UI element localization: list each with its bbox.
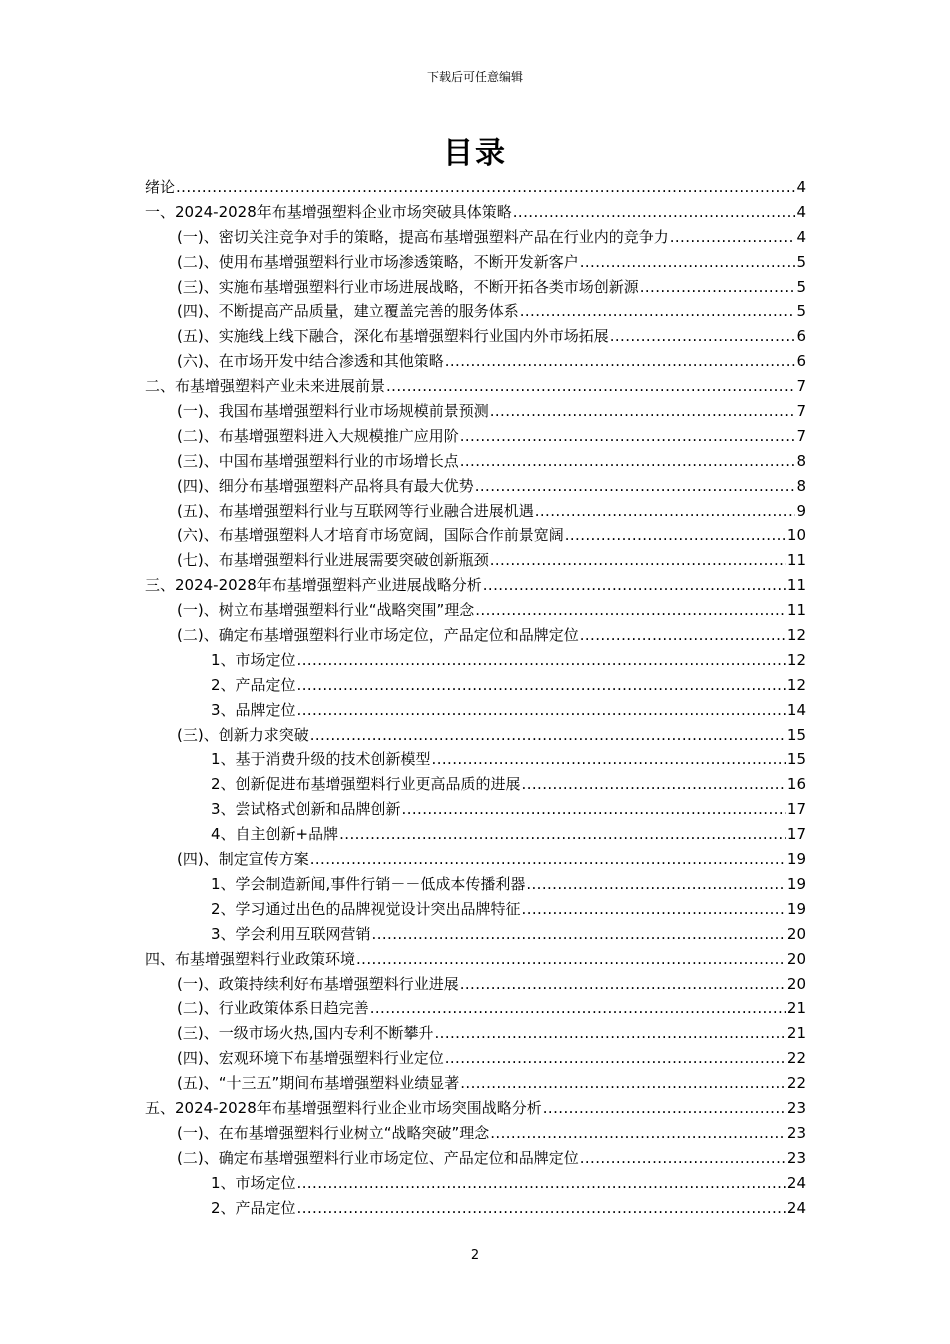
toc-entry-page: 11 [786,601,806,620]
toc-entry-text: (二)、行业政策体系日趋完善 [177,999,369,1018]
toc-entry[interactable] [145,573,806,598]
toc-entry-text: (一)、密切关注竞争对手的策略，提高布基增强塑料产品在行业内的竞争力 [177,227,669,246]
toc-entry[interactable] [145,1196,806,1221]
toc-leader-dots [580,250,796,275]
toc-entry[interactable] [145,623,806,648]
toc-entry-text: (五)、“十三五”期间布基增强塑料业绩显著 [177,1074,460,1093]
toc-entry[interactable] [145,399,806,424]
toc-entry[interactable] [145,424,806,449]
toc-entry[interactable] [145,847,806,872]
toc-entry-text: (四)、宏观环境下布基增强塑料行业定位 [177,1049,444,1068]
toc-entry-page: 19 [786,874,806,893]
toc-entry[interactable] [145,1171,806,1196]
toc-entry-page: 20 [786,949,806,968]
toc-entry[interactable] [145,872,806,897]
toc-entry-text: (一)、在布基增强塑料行业树立“战略突破”理念 [177,1123,490,1142]
toc-entry-text: 三、2024-2028年布基增强塑料产业进展战略分析 [145,576,482,595]
toc-entry-page: 11 [786,551,806,570]
toc-leader-dots [297,1171,786,1196]
toc-entry-page: 8 [796,476,806,495]
toc-entry-text: 3、尝试格式创新和品牌创新 [211,800,401,819]
toc-entry-page: 15 [786,750,806,769]
toc-leader-dots [297,648,786,673]
toc-entry-page: 21 [786,999,806,1018]
toc-entry-text: (四)、不断提高产品质量，建立覆盖完善的服务体系 [177,302,519,321]
toc-entry-text: (六)、在市场开发中结合渗透和其他策略 [177,352,444,371]
toc-leader-dots [520,299,796,324]
toc-entry[interactable] [145,275,806,300]
toc-entry-text: (一)、树立布基增强塑料行业“战略突围”理念 [177,601,475,620]
header-note: 下载后可任意编辑 [426,70,523,84]
toc-entry[interactable] [145,1021,806,1046]
toc-entry-text: (四)、细分布基增强塑料产品将具有最大优势 [177,476,474,495]
table-of-contents [145,175,806,1220]
toc-entry[interactable] [145,723,806,748]
toc-entry-page: 12 [786,650,806,669]
toc-leader-dots [580,1146,786,1171]
toc-entry[interactable] [145,922,806,947]
toc-leader-dots [445,349,796,374]
toc-entry[interactable] [145,698,806,723]
toc-entry-page: 9 [796,501,806,520]
toc-leader-dots [176,175,795,200]
toc-entry[interactable] [145,822,806,847]
toc-entry-text: 1、学会制造新闻,事件行销－－低成本传播利器 [211,874,526,893]
toc-entry-text: (四)、制定宣传方案 [177,850,309,869]
toc-entry-text: (一)、我国布基增强塑料行业市场规模前景预测 [177,402,489,421]
toc-entry-page: 14 [786,700,806,719]
toc-entry-page: 20 [786,924,806,943]
toc-entry-page: 23 [786,1123,806,1142]
toc-entry-text: (五)、布基增强塑料行业与互联网等行业融合进展机遇 [177,501,534,520]
page-title: 目录 [443,136,507,171]
toc-entry[interactable] [145,1096,806,1121]
toc-entry[interactable] [145,772,806,797]
toc-entry-text: 2、学习通过出色的品牌视觉设计突出品牌特征 [211,899,521,918]
toc-leader-dots [460,1071,786,1096]
toc-leader-dots [297,673,786,698]
toc-entry-page: 19 [786,899,806,918]
toc-entry-page: 6 [796,327,806,346]
toc-leader-dots [610,324,796,349]
toc-entry-text: 1、基于消费升级的技术创新模型 [211,750,431,769]
toc-entry-page: 4 [796,227,806,246]
toc-leader-dots [297,1196,786,1221]
toc-entry[interactable] [145,747,806,772]
toc-leader-dots [513,200,796,225]
toc-entry[interactable] [145,996,806,1021]
toc-entry[interactable] [145,499,806,524]
toc-leader-dots [483,573,786,598]
toc-leader-dots [432,747,786,772]
toc-leader-dots [475,598,786,623]
toc-entry-text: 绪论 [145,178,176,196]
toc-entry-text: 2、创新促进布基增强塑料行业更高品质的进展 [211,775,521,794]
toc-entry-page: 24 [786,1173,806,1192]
toc-entry-text: 四、布基增强塑料行业政策环境 [145,949,356,968]
toc-entry-text: (二)、确定布基增强塑料行业市场定位、产品定位和品牌定位 [177,1148,579,1167]
toc-entry[interactable] [145,175,806,200]
toc-entry-page: 12 [786,626,806,645]
toc-entry[interactable] [145,1071,806,1096]
toc-entry[interactable] [145,1046,806,1071]
toc-entry[interactable] [145,972,806,997]
toc-entry-page: 4 [796,202,806,221]
toc-leader-dots [580,623,786,648]
toc-entry-page: 11 [786,576,806,595]
toc-entry[interactable] [145,324,806,349]
toc-leader-dots [445,1046,786,1071]
toc-entry-page: 7 [796,402,806,421]
toc-leader-dots [370,996,786,1021]
toc-entry-text: (六)、布基增强塑料人才培育市场宽阔，国际合作前景宽阔 [177,526,564,545]
toc-entry[interactable] [145,1121,806,1146]
toc-entry-page: 7 [796,377,806,396]
toc-entry-text: 2、产品定位 [211,1198,296,1217]
toc-entry-page: 22 [786,1074,806,1093]
toc-entry[interactable] [145,349,806,374]
toc-leader-dots [372,922,786,947]
toc-entry[interactable] [145,250,806,275]
toc-entry-text: 3、学会利用互联网营销 [211,924,371,943]
toc-entry[interactable] [145,897,806,922]
toc-leader-dots [310,723,786,748]
toc-entry-page: 8 [796,451,806,470]
toc-entry[interactable] [145,299,806,324]
toc-leader-dots [490,399,796,424]
toc-entry-text: (五)、实施线上线下融合，深化布基增强塑料行业国内外市场拓展 [177,327,609,346]
toc-entry-page: 5 [796,302,806,321]
toc-entry-page: 23 [786,1148,806,1167]
toc-entry[interactable] [145,648,806,673]
page-number: 2 [470,1248,480,1263]
toc-entry-text: 1、市场定位 [211,1173,296,1192]
toc-entry[interactable] [145,523,806,548]
toc-entry-text: (三)、中国布基增强塑料行业的市场增长点 [177,451,459,470]
toc-entry-text: 3、品牌定位 [211,700,296,719]
toc-leader-dots [460,972,786,997]
toc-entry-text: (一)、政策持续利好布基增强塑料行业进展 [177,974,459,993]
toc-leader-dots [522,897,786,922]
toc-entry-text: (二)、布基增强塑料进入大规模推广应用阶 [177,426,459,445]
toc-entry-text: 1、市场定位 [211,650,296,669]
toc-leader-dots [356,947,786,972]
toc-entry-page: 17 [786,825,806,844]
toc-leader-dots [565,523,786,548]
toc-leader-dots [475,474,796,499]
toc-leader-dots [490,1121,786,1146]
toc-entry-page: 24 [786,1198,806,1217]
toc-entry-text: 一、2024-2028年布基增强塑料企业市场突破具体策略 [145,202,512,221]
toc-entry-page: 19 [786,850,806,869]
toc-entry[interactable] [145,374,806,399]
toc-entry-text: (二)、确定布基增强塑料行业市场定位，产品定位和品牌定位 [177,626,579,645]
toc-entry-page: 6 [796,352,806,371]
toc-entry-text: (三)、一级市场火热,国内专利不断攀升 [177,1024,434,1043]
toc-entry[interactable] [145,449,806,474]
toc-leader-dots [670,225,796,250]
toc-entry[interactable] [145,797,806,822]
toc-entry-page: 23 [786,1098,806,1117]
toc-leader-dots [402,797,786,822]
toc-entry[interactable] [145,548,806,573]
toc-entry[interactable] [145,947,806,972]
toc-leader-dots [543,1096,786,1121]
toc-leader-dots [640,275,796,300]
toc-leader-dots [526,872,786,897]
toc-leader-dots [339,822,786,847]
toc-leader-dots [535,499,796,524]
toc-entry-text: 五、2024-2028年布基增强塑料行业企业市场突围战略分析 [145,1098,542,1117]
toc-entry[interactable] [145,200,806,225]
toc-entry-page: 10 [786,526,806,545]
toc-entry-text: (三)、创新力求突破 [177,725,309,744]
toc-leader-dots [297,698,786,723]
toc-entry-page: 12 [786,675,806,694]
toc-entry-text: (二)、使用布基增强塑料行业市场渗透策略，不断开发新客户 [177,252,579,271]
toc-entry-text: (七)、布基增强塑料行业进展需要突破创新瓶颈 [177,551,489,570]
toc-entry-text: 二、布基增强塑料产业未来进展前景 [145,377,386,396]
toc-leader-dots [310,847,786,872]
toc-entry[interactable] [145,673,806,698]
toc-leader-dots [522,772,786,797]
toc-entry-page: 5 [796,277,806,296]
toc-entry-page: 5 [796,252,806,271]
toc-entry-page: 16 [786,775,806,794]
toc-entry-text: 2、产品定位 [211,675,296,694]
toc-entry-page: 21 [786,1024,806,1043]
toc-entry[interactable] [145,225,806,250]
toc-entry-text: (三)、实施布基增强塑料行业市场进展战略，不断开拓各类市场创新源 [177,277,639,296]
toc-leader-dots [490,548,786,573]
toc-entry[interactable] [145,474,806,499]
toc-leader-dots [434,1021,785,1046]
toc-entry-page: 17 [786,800,806,819]
toc-entry-page: 15 [786,725,806,744]
toc-entry-page: 22 [786,1049,806,1068]
toc-entry-page: 4 [796,178,806,196]
toc-leader-dots [386,374,795,399]
toc-entry-page: 7 [796,426,806,445]
toc-entry[interactable] [145,598,806,623]
toc-leader-dots [460,424,796,449]
toc-entry-text: 4、自主创新+品牌 [211,825,339,844]
toc-entry[interactable] [145,1146,806,1171]
toc-leader-dots [460,449,796,474]
toc-entry-page: 20 [786,974,806,993]
